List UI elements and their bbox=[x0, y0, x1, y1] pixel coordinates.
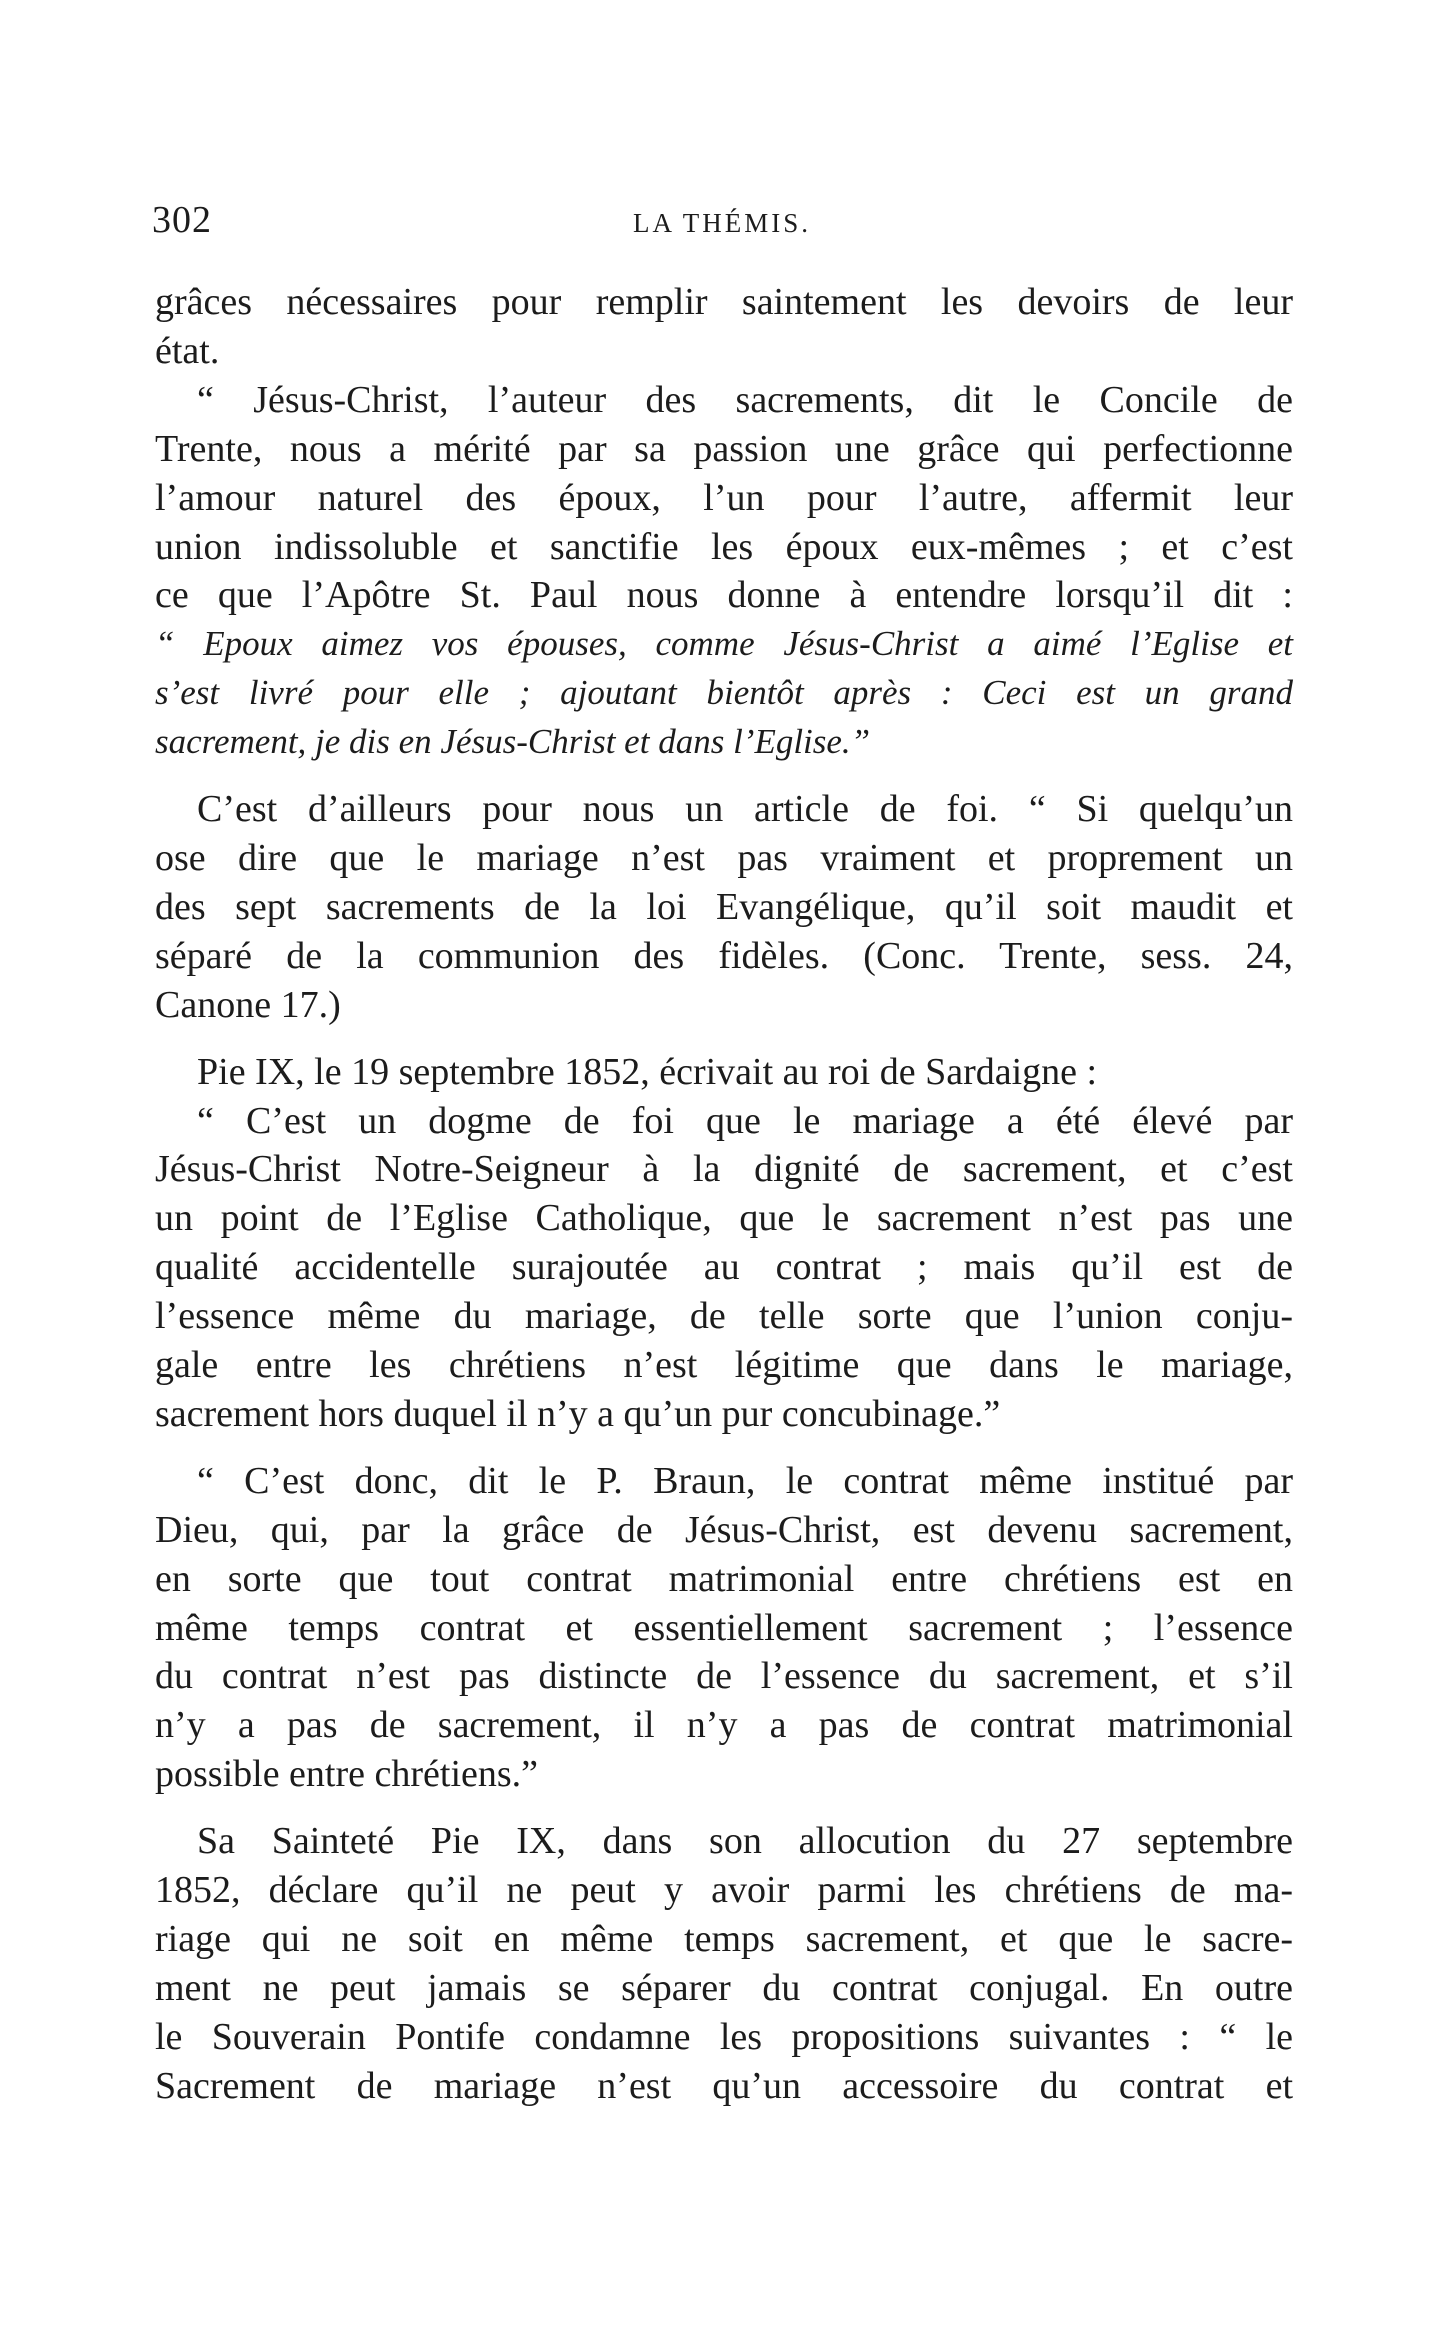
text-line: “ Jésus-Christ, l’auteur des sacrements, dit le Concile de bbox=[197, 378, 1293, 421]
text-line: ce que l’Apôtre St. Paul nous donne à entendre lorsqu’il dit : bbox=[155, 574, 1293, 617]
paragraph bbox=[155, 1817, 1293, 2110]
text-line: sacrement hors duquel il n’y a qu’un pur concubinage.” bbox=[155, 1392, 1001, 1435]
text-line: “ C’est un dogme de foi que le mariage a été élevé par bbox=[197, 1099, 1293, 1142]
text-line: “ C’est donc, dit le P. Braun, le contrat même institué par bbox=[197, 1459, 1293, 1502]
text-line: Jésus-Christ Notre-Seigneur à la dignité de sacrement, et c’est bbox=[155, 1148, 1293, 1191]
text-line: séparé de la communion des fidèles. (Conc. Trente, sess. 24, bbox=[155, 934, 1293, 977]
paragraph bbox=[155, 785, 1293, 1030]
paragraph bbox=[155, 376, 1293, 621]
text-line: du contrat n’est pas distincte de l’essence du sacrement, et s’il bbox=[155, 1655, 1293, 1698]
text-line: ose dire que le mariage n’est pas vraiment et proprement un bbox=[155, 836, 1293, 879]
text-line: Sacrement de mariage n’est qu’un accessoire du contrat et bbox=[155, 2064, 1293, 2107]
text-line: le Souverain Pontife condamne les propositions suivantes : “ le bbox=[155, 2015, 1293, 2058]
text-line: n’y a pas de sacrement, il n’y a pas de contrat matrimonial bbox=[155, 1704, 1293, 1747]
text-line: sacrement, je dis en Jésus-Christ et dans l’Eglise.” bbox=[155, 722, 871, 762]
running-head bbox=[152, 198, 1292, 248]
text-line: état. bbox=[155, 329, 220, 372]
text-line: Dieu, qui, par la grâce de Jésus-Christ, est devenu sacrement, bbox=[155, 1508, 1293, 1551]
text-line: union indissoluble et sanctifie les époux eux-mêmes ; et c’est bbox=[155, 525, 1293, 568]
text-line: l’essence même du mariage, de telle sorte que l’union conju- bbox=[155, 1295, 1293, 1338]
text-line: 1852, déclare qu’il ne peut y avoir parmi les chrétiens de ma- bbox=[155, 1869, 1293, 1912]
text-line: Trente, nous a mérité par sa passion une grâce qui perfectionne bbox=[155, 427, 1293, 470]
text-line: Canone 17.) bbox=[155, 983, 341, 1026]
text-line: un point de l’Eglise Catholique, que le sacrement n’est pas une bbox=[155, 1197, 1293, 1240]
page-number: 302 bbox=[152, 199, 212, 241]
text-line: possible entre chrétiens.” bbox=[155, 1753, 539, 1796]
text-line: gale entre les chrétiens n’est légitime que dans le mariage, bbox=[155, 1344, 1293, 1387]
paragraph bbox=[155, 1457, 1293, 1799]
text-line: riage qui ne soit en même temps sacrement, et que le sacre- bbox=[155, 1918, 1293, 1960]
text-line: l’amour naturel des époux, l’un pour l’autre, affermit leur bbox=[155, 476, 1293, 519]
text-line: qualité accidentelle surajoutée au contrat ; mais qu’il est de bbox=[155, 1246, 1293, 1289]
text-line: des sept sacrements de la loi Evangélique, qu’il soit maudit et bbox=[155, 885, 1293, 928]
text-line: ment ne peut jamais se séparer du contrat conjugal. En outre bbox=[155, 1966, 1293, 2009]
text-line: grâces nécessaires pour remplir saintement les devoirs de leur bbox=[155, 281, 1293, 323]
paragraph bbox=[155, 278, 1293, 376]
text-line: Pie IX, le 19 septembre 1852, écrivait au roi de Sardaigne : bbox=[197, 1050, 1098, 1093]
text-line: en sorte que tout contrat matrimonial entre chrétiens est en bbox=[155, 1557, 1293, 1600]
italic-quote bbox=[155, 620, 1293, 767]
text-line: s’est livré pour elle ; ajoutant bientôt après : Ceci est un grand bbox=[155, 673, 1293, 713]
text-line: C’est d’ailleurs pour nous un article de foi. “ Si quelqu’un bbox=[197, 788, 1293, 831]
running-title: LA THÉMIS. bbox=[632, 208, 811, 238]
text-line: “ Epoux aimez vos épouses, comme Jésus-Christ a aimé l’Eglise et bbox=[155, 624, 1293, 664]
text-line: Sa Sainteté Pie IX, dans son allocution du 27 septembre bbox=[197, 1820, 1293, 1863]
body-text bbox=[155, 278, 1293, 2111]
paragraph bbox=[155, 1048, 1293, 1439]
text-line: même temps contrat et essentiellement sacrement ; l’essence bbox=[155, 1606, 1293, 1649]
